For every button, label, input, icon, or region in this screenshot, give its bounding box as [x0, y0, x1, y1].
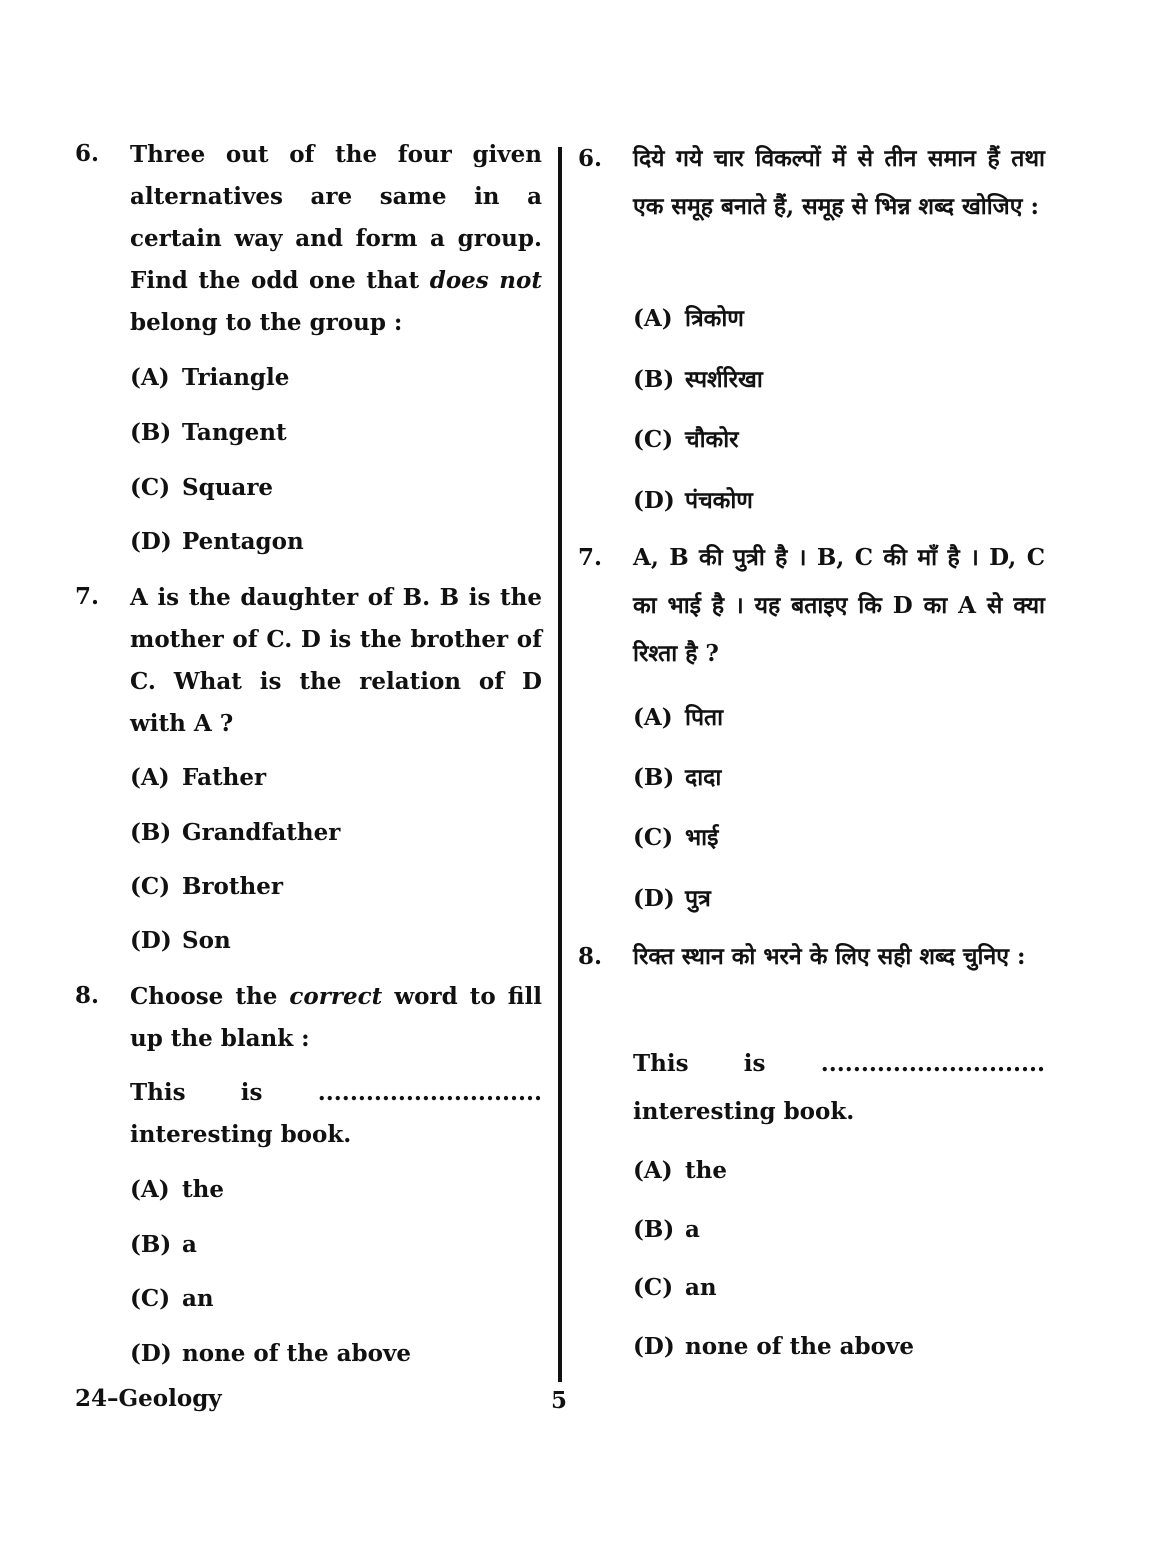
option-label: (A) — [130, 364, 170, 391]
option-b — [633, 760, 721, 792]
option-d — [633, 881, 711, 913]
question-number: 6. — [75, 140, 100, 167]
option-label: (D) — [130, 1340, 172, 1367]
question-text-part: Choose the — [130, 983, 290, 1010]
question-text-part: word to fill up the blank : — [130, 983, 542, 1052]
option-c — [130, 873, 283, 900]
option-text: the — [182, 1176, 224, 1203]
option-b — [130, 1231, 197, 1258]
option-text: पंचकोण — [685, 487, 753, 514]
option-c — [633, 422, 739, 454]
option-text: Pentagon — [182, 528, 304, 555]
question-text: A, B की पुत्री है । B, C की माँ है । D, C का भाई है । यह बताइए कि D का A से क्या रिश्ता है ? — [633, 544, 1045, 667]
option-text: Tangent — [182, 419, 287, 446]
option-text: a — [685, 1216, 700, 1243]
option-label: (C) — [633, 426, 674, 453]
option-label: (C) — [633, 824, 674, 851]
option-a — [130, 764, 266, 791]
option-label: (D) — [633, 1333, 675, 1360]
option-b — [130, 819, 340, 846]
option-label: (B) — [633, 1216, 675, 1243]
option-label: (D) — [633, 487, 675, 514]
question-text: दिये गये चार विकल्पों में से तीन समान हैं तथा एक समूह बनाते हैं, समूह से भिन्न शब्द खोजिए : — [633, 145, 1045, 220]
page-number: 5 — [551, 1387, 568, 1414]
question-text-part: Three out of the four given alternatives are same in a certain way and form a group. Find the odd one that — [130, 141, 542, 294]
option-label: (C) — [130, 873, 171, 900]
option-c — [633, 820, 718, 852]
option-text: an — [182, 1285, 214, 1312]
option-a — [130, 1176, 224, 1203]
question-number: 7. — [75, 583, 100, 610]
option-text: none of the above — [685, 1333, 914, 1360]
option-text: a — [182, 1231, 197, 1258]
option-text: भाई — [685, 824, 719, 851]
option-label: (B) — [130, 819, 172, 846]
option-a — [633, 700, 723, 732]
option-b — [130, 419, 287, 446]
option-text: the — [685, 1157, 727, 1184]
option-text: an — [685, 1274, 717, 1301]
option-text: none of the above — [182, 1340, 411, 1367]
question-text — [130, 134, 542, 344]
option-d — [130, 1340, 411, 1367]
option-text: Triangle — [182, 364, 290, 391]
question-number: 7. — [578, 544, 603, 571]
option-d — [633, 1333, 914, 1360]
option-label: (D) — [633, 885, 675, 912]
question-text: A is the daughter of B. B is the mother of C. D is the brother of C. What is the relation of D with A ? — [130, 584, 542, 737]
option-text: Square — [182, 474, 274, 501]
question-text-emphasis: correct — [289, 983, 383, 1010]
question-text-emphasis: does not — [429, 267, 542, 294]
option-label: (C) — [130, 1285, 171, 1312]
option-text: Brother — [182, 873, 283, 900]
option-c — [633, 1274, 717, 1301]
option-c — [130, 474, 273, 501]
option-label: (D) — [130, 528, 172, 555]
option-label: (D) — [130, 927, 172, 954]
option-text: Grandfather — [182, 819, 341, 846]
option-text: चौकोर — [685, 426, 739, 453]
option-text: Son — [182, 927, 231, 954]
option-label: (A) — [633, 305, 673, 332]
option-label: (C) — [130, 474, 171, 501]
option-label: (B) — [130, 419, 172, 446]
option-text: दादा — [685, 764, 722, 791]
option-label: (C) — [633, 1274, 674, 1301]
option-label: (A) — [633, 1157, 673, 1184]
option-label: (A) — [130, 1176, 170, 1203]
question-number: 6. — [578, 145, 603, 172]
option-label: (A) — [633, 704, 673, 731]
fill-in-sentence: This is ............................ interesting book. — [633, 1050, 1045, 1125]
option-c — [130, 1285, 214, 1312]
option-d — [633, 483, 753, 515]
option-d — [130, 927, 231, 954]
option-a — [633, 301, 744, 333]
question-text — [130, 976, 542, 1060]
option-b — [633, 362, 763, 394]
option-label: (B) — [633, 366, 675, 393]
option-a — [130, 364, 289, 391]
column-divider — [558, 147, 562, 1382]
option-label: (B) — [633, 764, 675, 791]
question-text: रिक्त स्थान को भरने के लिए सही शब्द चुनिए : — [633, 943, 1026, 970]
option-text: पिता — [685, 704, 724, 731]
question-number: 8. — [75, 982, 100, 1009]
fill-in-sentence: This is ............................ interesting book. — [130, 1079, 542, 1148]
question-number: 8. — [578, 943, 603, 970]
option-text: स्पर्शरिखा — [685, 366, 763, 393]
option-text: त्रिकोण — [685, 305, 744, 332]
option-a — [633, 1157, 727, 1184]
question-text-part: belong to the group : — [130, 309, 403, 336]
option-label: (A) — [130, 764, 170, 791]
option-b — [633, 1216, 700, 1243]
subject-code: 24–Geology — [75, 1385, 222, 1412]
option-text: Father — [182, 764, 267, 791]
option-text: पुत्र — [685, 885, 711, 912]
option-d — [130, 528, 304, 555]
option-label: (B) — [130, 1231, 172, 1258]
